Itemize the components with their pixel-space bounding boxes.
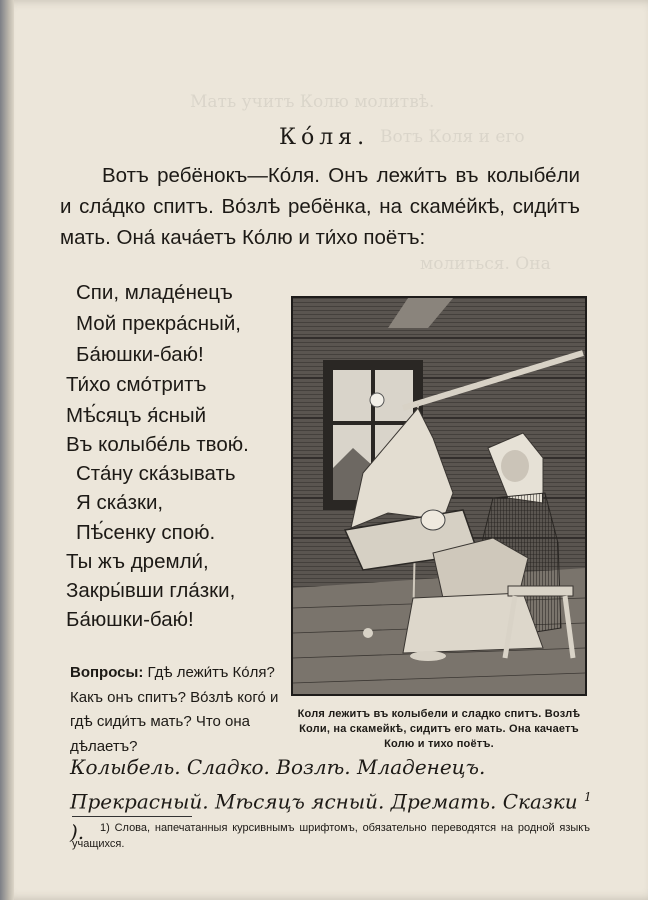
footnote-text: Слова, напечатанныя курсивнымъ шрифтомъ, обязательно переводятся на родной языкъ учащихся. [72, 822, 590, 850]
story-paragraph [60, 160, 580, 253]
show-through-text: Вотъ Коля и его [380, 127, 525, 147]
poem-line: Спи, младе́нецъ [76, 281, 233, 304]
story-text: Вотъ ребёнокъ—Ко́ля. Онъ лежи́тъ въ колыбе́ли и сла́дко спитъ. Во́злѣ ребёнка, на скаме́йкѣ, сиди́тъ мать. Она́ кача́етъ Ко́лю и ти́хо поётъ: [60, 164, 580, 249]
poem-line: Ба́юшки-баю́! [66, 608, 194, 631]
poem-line: Ста́ну ска́зывать [76, 462, 236, 485]
poem-line: Ти́хо смо́тритъ [66, 373, 207, 396]
show-through-text: Мать учитъ Колю молитвѣ. [190, 92, 435, 112]
footnote-divider [72, 816, 192, 817]
poem-line: Закры́вши гла́зки, [66, 579, 236, 602]
mother-rocking-cradle-engraving [293, 298, 585, 694]
poem-line: Пѣ́сенку спою́. [76, 521, 216, 544]
vocabulary-words: Колыбель. Сладко. Возлѣ. Младенецъ. Прекрасный. Мѣсяцъ ясный. Дремать. Сказки [70, 755, 578, 814]
questions-text: Гдѣ лежи́тъ Ко́ля? Какъ онъ спитъ? Во́злѣ кого́ и гдѣ сиди́тъ мать? Что она дѣлаетъ? [70, 664, 279, 755]
poem-line: Я ска́зки, [76, 491, 164, 514]
footnote [72, 820, 590, 852]
footnote-reference: 1 [583, 790, 592, 804]
engraving-illustration [291, 296, 587, 696]
poem-line: Ты жъ дремли́, [66, 550, 209, 573]
questions-block [70, 661, 285, 759]
poem-line: Мѣ́сяцъ я́сный [66, 404, 207, 427]
vocabulary-close: ). [70, 819, 85, 844]
poem-line: Въ колыбе́ль твою́. [66, 433, 249, 456]
poem-line: Ба́юшки-баю́! [76, 343, 204, 366]
poem-line: Мой прекра́сный, [76, 312, 241, 335]
questions-label: Вопросы: [70, 664, 144, 681]
footnote-marker: 1) [100, 822, 110, 834]
show-through-text: молиться. Она [420, 254, 551, 274]
illustration-caption: Коля лежитъ въ колыбели и сладко спитъ. Возлѣ Коли, на скамейкѣ, сидитъ его мать. Она качаетъ Колю и тихо поётъ. [297, 708, 581, 750]
page-title: Ко́ля. [278, 125, 370, 150]
